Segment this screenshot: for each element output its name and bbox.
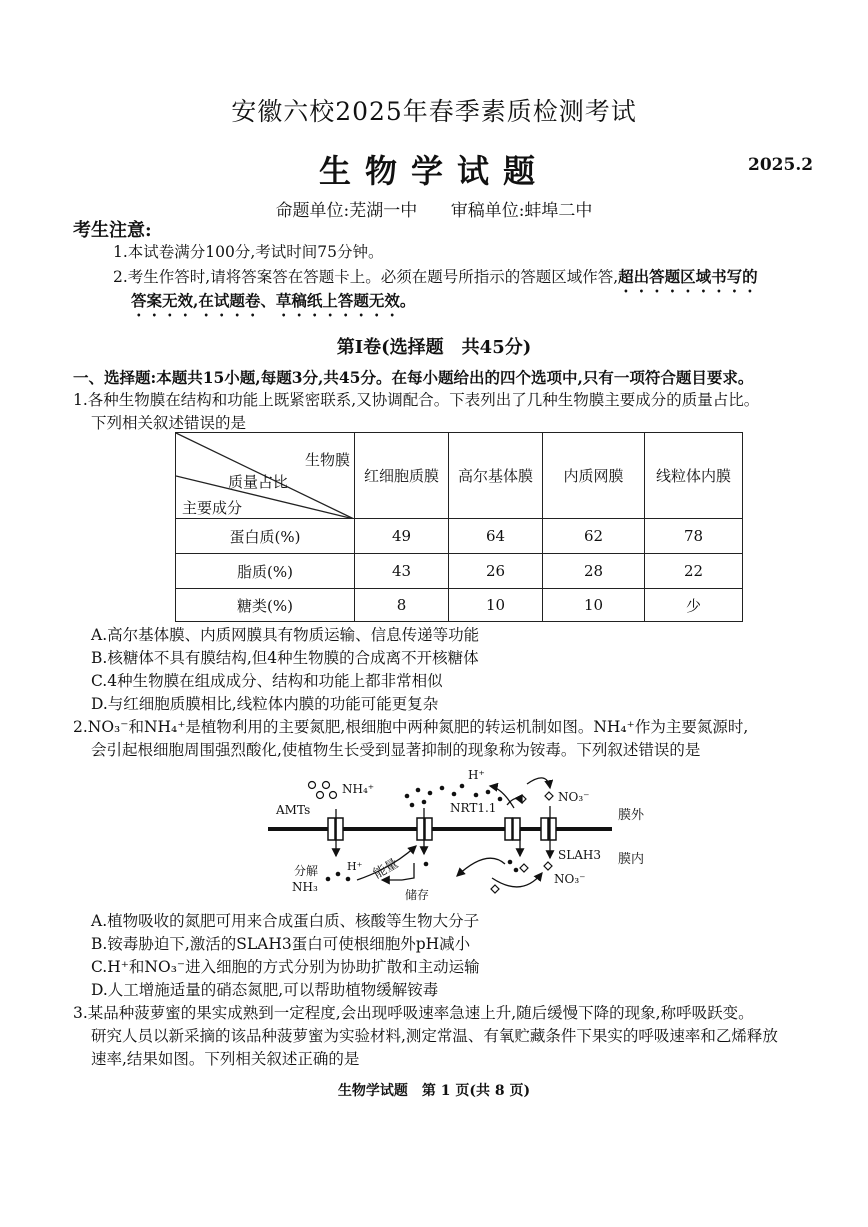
- table-cell: 62: [543, 519, 645, 554]
- table-cell: 少: [645, 589, 743, 622]
- section-title: 第Ⅰ卷(选择题 共45分): [336, 337, 532, 358]
- q3-stem-line2: 研究人员以新采摘的该品种菠萝蜜为实验材料,测定常温、有氧贮藏条件下果实的呼吸速率和乙烯释放: [91, 1027, 778, 1045]
- corner-ratio: 质量占比: [228, 473, 289, 491]
- label-inside: 膜内: [618, 852, 645, 867]
- corner-membrane: 生物膜: [304, 451, 350, 469]
- row-label: 糖类(%): [176, 589, 355, 622]
- table-row: [176, 554, 743, 589]
- table-cell: 49: [355, 519, 449, 554]
- membrane-table: [175, 432, 743, 622]
- table-cell: 8: [355, 589, 449, 622]
- col-header: 线粒体内膜: [645, 433, 743, 519]
- nitrogen-transport-diagram: [262, 768, 662, 910]
- notice-title: 考生注意:: [73, 220, 152, 241]
- label-decompose: 分解: [294, 864, 319, 878]
- table-cell: 43: [355, 554, 449, 589]
- label-energy: 能量: [370, 856, 402, 883]
- table-cell: 64: [449, 519, 543, 554]
- col-header: 红细胞质膜: [355, 433, 449, 519]
- label-no3-bottom: NO₃⁻: [554, 872, 586, 886]
- table-cell: 10: [449, 589, 543, 622]
- notice-item-2-c: 答案无效,在试题卷、草稿纸上答题无效。: [131, 291, 416, 310]
- q1-stem-line2: 下列相关叙述错误的是: [91, 414, 247, 432]
- table-cell: 10: [543, 589, 645, 622]
- q3-stem-line1: 3.某品种菠萝蜜的果实成熟到一定程度,会出现呼吸速率急速上升,随后缓慢下降的现象,称呼吸跃变。: [73, 1004, 754, 1022]
- diagram-graphics: [262, 768, 662, 910]
- label-storage: 储存: [405, 888, 430, 902]
- q3-stem-line3: 速率,结果如图。下列相关叙述正确的是: [91, 1050, 360, 1068]
- corner-component: 主要成分: [182, 499, 243, 517]
- page-footer: 生物学试题 第 1 页(共 8 页): [337, 1083, 531, 1099]
- row-label: 脂质(%): [176, 554, 355, 589]
- q1-option-c: C.4种生物膜在组成成分、结构和功能上都非常相似: [91, 672, 443, 690]
- label-no3-top: NO₃⁻: [558, 790, 590, 804]
- q2-option-b: B.铵毒胁迫下,激活的SLAH3蛋白可使根细胞外pH减小: [91, 935, 471, 953]
- table-cell: 78: [645, 519, 743, 554]
- table-cell: 22: [645, 554, 743, 589]
- q2-option-c: C.H⁺和NO₃⁻进入细胞的方式分别为协助扩散和主动运输: [91, 958, 480, 976]
- exam-title: 安徽六校2025年春季素质检测考试: [231, 97, 637, 126]
- q1-stem-line1: 1.各种生物膜在结构和功能上既紧密联系,又协调配合。下表列出了几种生物膜主要成分的质量占比。: [73, 391, 760, 409]
- col-header: 高尔基体膜: [449, 433, 543, 519]
- label-h-in: H⁺: [347, 860, 363, 873]
- col-header: 内质网膜: [543, 433, 645, 519]
- label-nh4: NH₄⁺: [342, 782, 375, 796]
- table-corner-cell: [176, 433, 355, 519]
- q1-option-b: B.核糖体不具有膜结构,但4种生物膜的合成离不开核糖体: [91, 649, 479, 667]
- subject-title: 生物学试题: [318, 152, 549, 190]
- q2-stem-line2: 会引起根细胞周围强烈酸化,使植物生长受到显著抑制的现象称为铵毒。下列叙述错误的是: [91, 741, 701, 759]
- row-label: 蛋白质(%): [176, 519, 355, 554]
- review-unit: 审稿单位:蚌埠二中: [450, 201, 593, 221]
- notice-item-1: 1.本试卷满分100分,考试时间75分钟。: [113, 243, 384, 261]
- section-instruction: 一、选择题:本题共15小题,每题3分,共45分。在每小题给出的四个选项中,只有一项符合题目要求。: [73, 368, 754, 387]
- table-row: [176, 589, 743, 622]
- notice-item-2-b: 超出答题区域书写的: [618, 267, 758, 286]
- label-outside: 膜外: [618, 808, 645, 823]
- table-cell: 26: [449, 554, 543, 589]
- author-unit: 命题单位:芜湖一中: [275, 201, 418, 221]
- label-nrt: NRT1.1: [450, 801, 497, 815]
- notice-item-2-a: 2.考生作答时,请将答案答在答题卡上。必须在题号所指示的答题区域作答,: [113, 268, 619, 286]
- label-slah3: SLAH3: [558, 848, 601, 862]
- label-nh3: NH₃: [292, 880, 318, 894]
- q1-option-d: D.与红细胞质膜相比,线粒体内膜的功能可能更复杂: [91, 695, 439, 713]
- label-h-top: H⁺: [468, 768, 485, 782]
- table-cell: 28: [543, 554, 645, 589]
- table-row: [176, 519, 743, 554]
- q1-option-a: A.高尔基体膜、内质网膜具有物质运输、信息传递等功能: [91, 626, 480, 644]
- q2-option-a: A.植物吸收的氮肥可用来合成蛋白质、核酸等生物大分子: [91, 912, 480, 930]
- q2-stem-line1: 2.NO₃⁻和NH₄⁺是植物利用的主要氮肥,根细胞中两种氮肥的转运机制如图。NH₄⁺作为主要氮源时,: [73, 718, 749, 736]
- q2-option-d: D.人工增施适量的硝态氮肥,可以帮助植物缓解铵毒: [91, 981, 439, 999]
- exam-date: 2025.2: [748, 155, 814, 175]
- label-amts: AMTs: [276, 803, 311, 817]
